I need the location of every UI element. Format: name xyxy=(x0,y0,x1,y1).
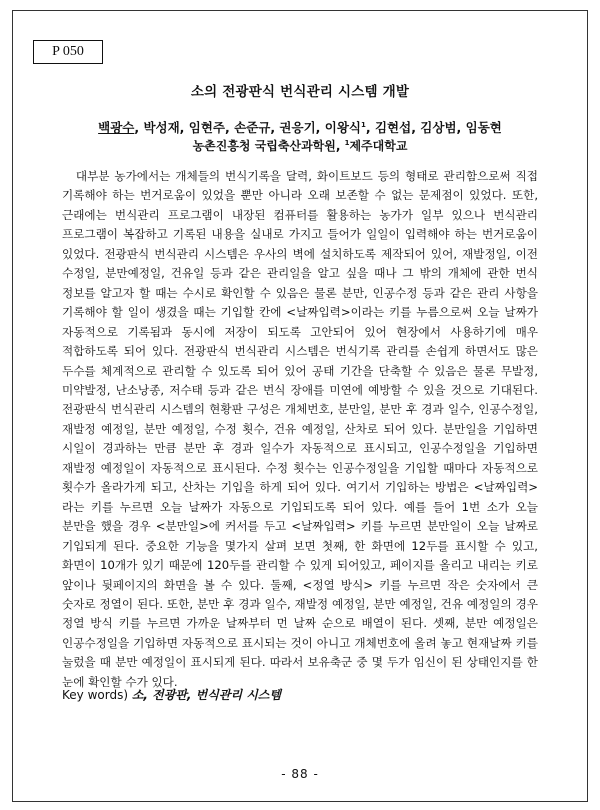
page-number: - 88 - xyxy=(281,767,319,781)
affiliation-main: 농촌진흥청 국립축산과학원, xyxy=(192,139,345,153)
author-affiliation-mark: 1 xyxy=(361,120,366,129)
paper-title: 소의 전광판식 번식관리 시스템 개발 xyxy=(190,84,410,100)
keywords-values: 소, 전광판, 번식관리 시스템 xyxy=(131,688,281,702)
affiliation-second: 제주대학교 xyxy=(349,139,408,153)
co-authors-part-1: , 박성재, 임현주, 손준규, 권응기, 이왕식 xyxy=(134,120,361,135)
lead-author: 백광수 xyxy=(98,120,135,135)
abstract-body: 대부분 농가에서는 개체들의 번식기록을 달력, 화이트보드 등의 형태로 관리함으로써 직접 기록해야 하는 번거로움이 있었을 뿐만 아니라 오래 보존할 수 없는 문제점이 있었다. 또한, 근래에는 번식관리 프로그램이 내장된 컴퓨터를 활용하는 농가가 일부 있으나 번식관리 프로그램이 복잡하고 기록된 내용을 실내로 가지고 들어가 일일이 입력해야 하는 번거로움이 있었다. 전광판식 번식관리 시스템은 우사의 벽에 설치하도록 제작되어 있어, 재발정일, 이전 수정일, 분만예정일, 건유일 등과 같은 관리일을 알고 싶을 때나 그 밖의 개체에 관한 번식 정보를 알고자 할 때는 수시로 확인할 수 있음은 물론 분만, 인공수정 등과 같은 관리 사항을 기록해야 할 일이 생겼을 때는 기입할 칸에 <날짜입력>이라는 키를 누름으로써 오늘 날짜가 자동적으로 기록됨과 동시에 저장이 되도록 고안되어 있어 현장에서 사용하기에 매우 적합하도록 되어 있다. 전광판식 번식관리 시스템은 번식기록 관리를 손쉽게 하면서도 많은 두수를 체계적으로 관리할 수 있도록 되어 있어 공태 기간을 단축할 수 있음은 물론 무발정, 미약발정, 난소낭종, 저수태 등과 같은 번식 장애를 미연에 예방할 수 있을 것으로 기대된다. 전광판식 번식관리 시스템의 현황판 구성은 개체번호, 분만일, 분만 후 경과 일수, 인공수정일, 재발정 예정일, 분만 예정일, 수정 횟수, 건유 예정일, 산차로 되어 있다. 분만일을 기입하면 시일이 경과하는 만큼 분만 후 경과 일수가 자동적으로 표시되고, 인공수정일을 기입하면 재발정 예정일이 자동적으로 표시된다. 수정 횟수는 인공수정일을 기입할 때마다 자동적으로 횟수가 올라가게 되고, 산차는 기입을 하게 되어 있다. 여기서 기입하는 방법은 <날짜입력>라는 키를 누르면 오늘 날짜가 자동으로 기입되도록 되어 있다. 예를 들어 1번 소가 오늘 분만을 했을 경우 <분만일>에 커서를 두고 <날짜입력> 키를 누르면 분만일이 오늘 날짜로 기입되게 된다. 중요한 기능을 몇가지 살펴 보면 첫째, 한 화면에 12두를 표시할 수 있고, 화면이 10개가 있기 때문에 120두를 관리할 수 있게 되어있고, 페이지를 올리고 내리는 키로 앞이나 뒷페이지의 화면을 볼 수 있다. 둘째, <정열 방식> 키를 누르면 작은 숫자에서 큰 숫자로 정열이 된다. 또한, 분만 후 경과 일수, 재발정 예정일, 분만 예정일, 건유 예정일의 경우 정열 방식 키를 누르면 가까운 날짜부터 먼 날짜 순으로 배열이 된다. 셋째, 분만 예정일은 인공수정일을 기입하면 자동적으로 표시되는 것이 아니고 개체번호에 올려 놓고 현재날짜 키를 눌렀을 때 분만 예정일이 표시되게 된다. 따라서 보유축군 중 몇 두가 임신이 된 상태인지를 한 눈에 확인할 수가 있다. xyxy=(62,169,538,689)
affiliation-line xyxy=(0,137,600,154)
affiliation-mark: 1 xyxy=(344,139,350,147)
keywords-line xyxy=(62,686,281,703)
paper-code-badge: P 050 xyxy=(33,40,103,64)
keywords-label: Key words) xyxy=(62,688,128,702)
co-authors-part-2: , 김현섭, 김상범, 임동현 xyxy=(365,120,502,135)
author-list xyxy=(0,118,600,136)
